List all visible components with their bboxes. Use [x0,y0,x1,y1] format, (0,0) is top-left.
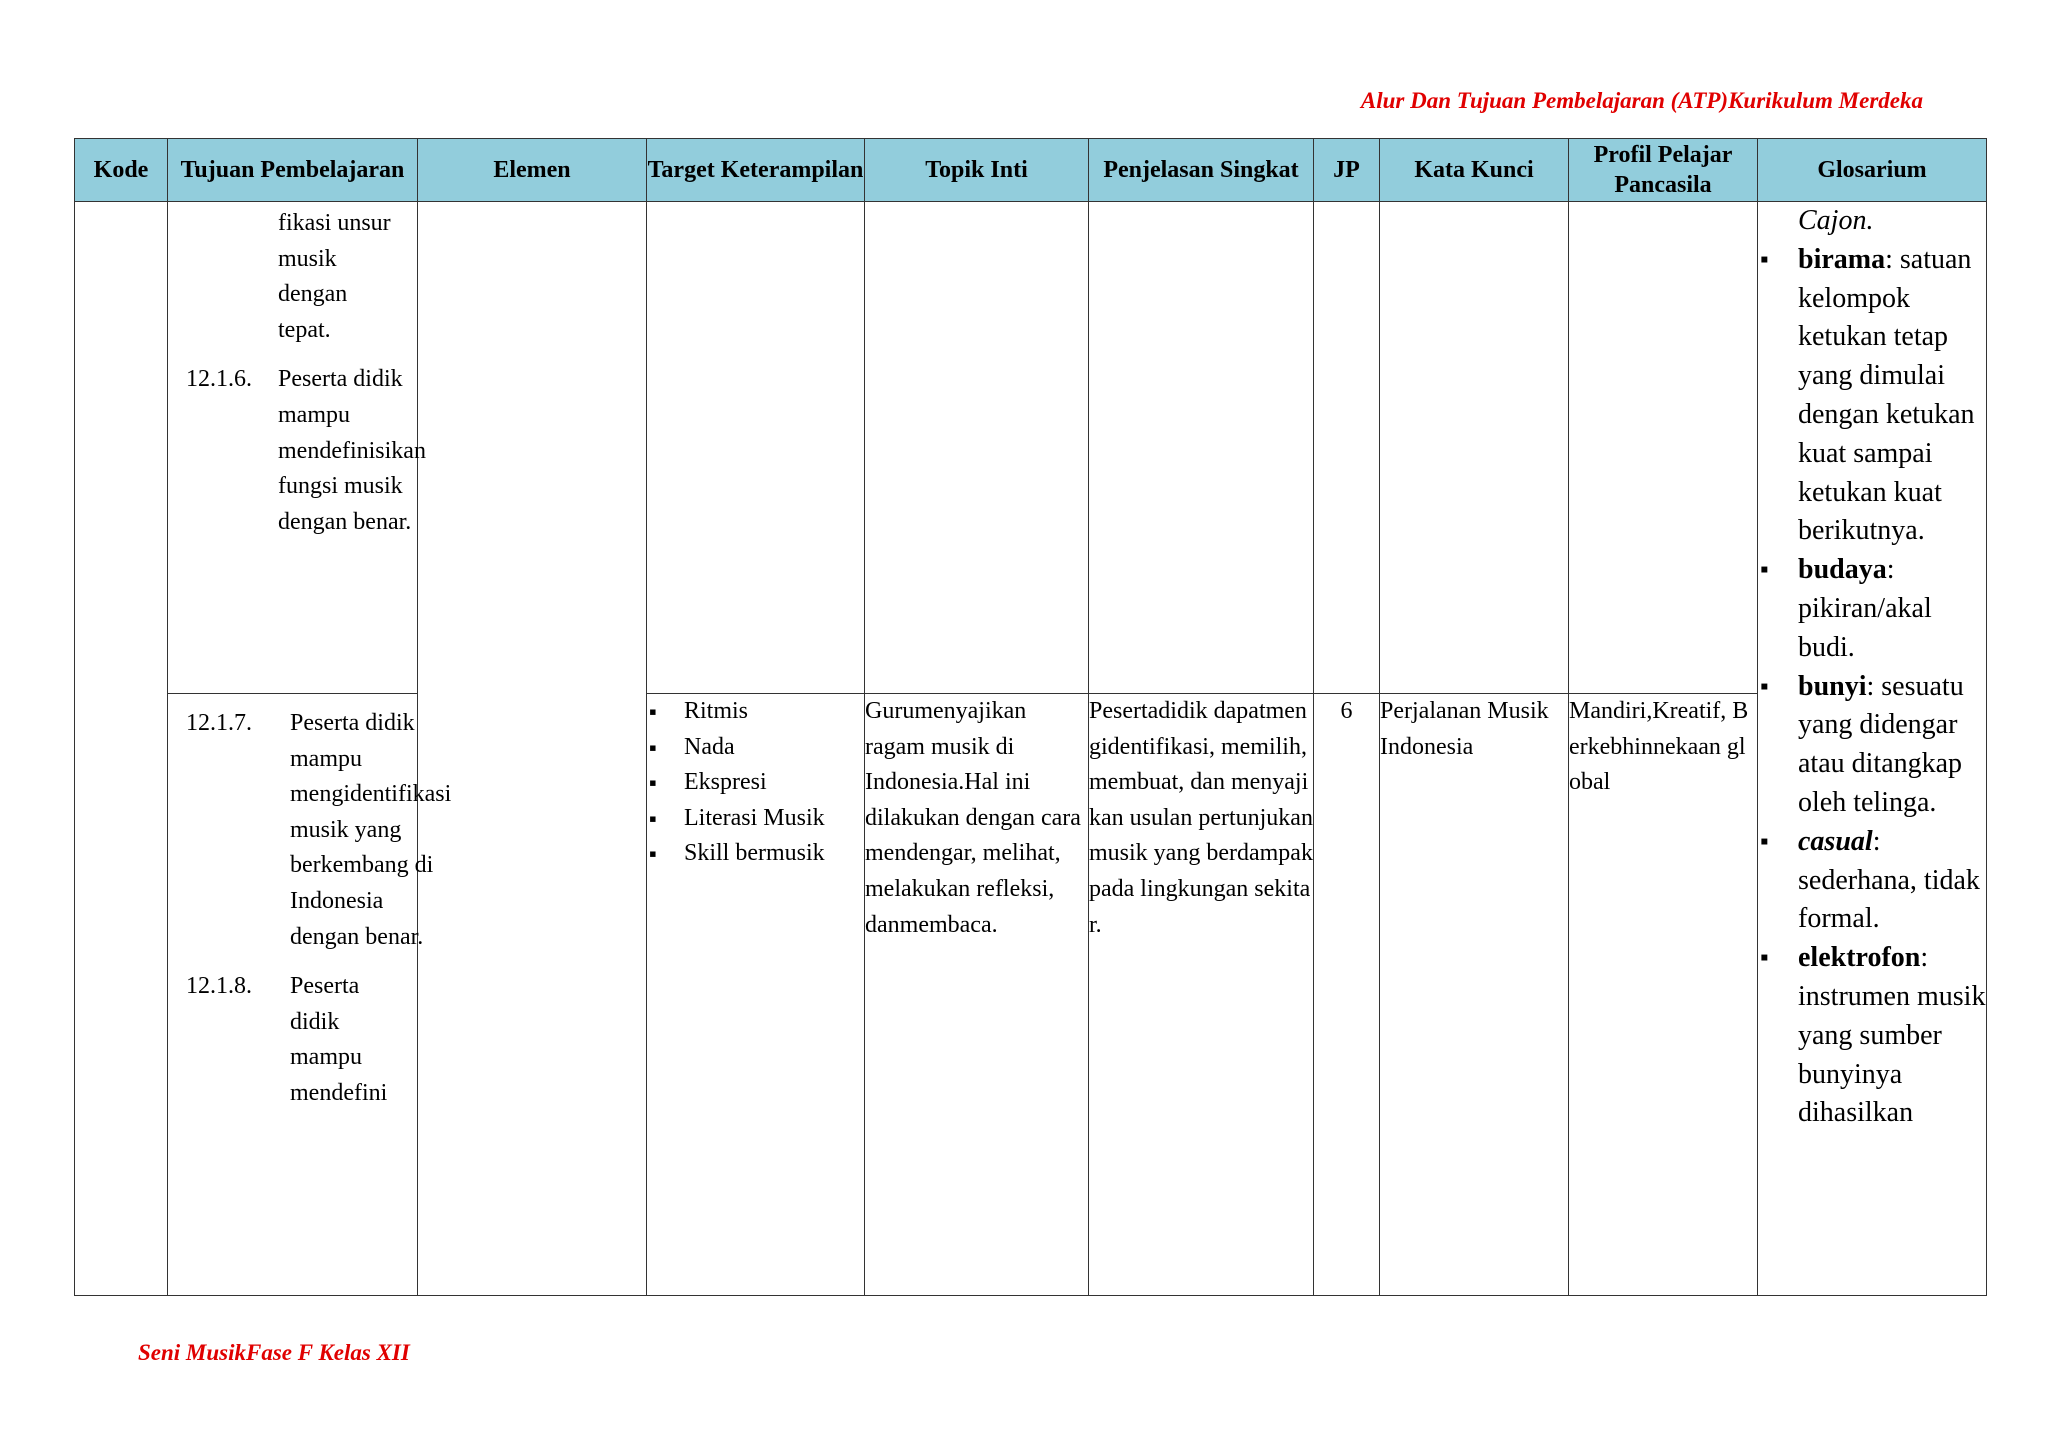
target-item: ▪ Skill bermusik [647,836,864,872]
glosarium-definition: sesuatu yang didengar atau ditangkap oleh telinga. [1798,670,1964,818]
tujuan-item [186,362,426,540]
jp-cell: 6 [1314,694,1380,1296]
target-cell-empty [647,202,865,694]
tujuan-number: 12.1.6. [186,366,252,393]
glosarium-definition: sederhana, tidak formal. [1798,864,1980,935]
tujuan-text: Peserta didik mampu mendefinisikan fungsi musik dengan benar. [278,366,426,535]
penjelasan-cell: Pesertadidik dapatmengidentifikasi, memilih, membuat, dan menyajikan usulan pertunjukanmusik yang berdampak pada lingkungan sekitar. [1089,694,1314,1296]
tujuan-continuation: fikasi unsur musik dengan tepat. [278,210,391,343]
glosarium-term: bunyi [1798,670,1867,702]
target-list [647,694,864,872]
profil-cell: Mandiri,Kreatif, Berkebhinnekaan global [1569,694,1758,1296]
topik-cell: Gurumenyajikan ragam musik di Indonesia.Hal ini dilakukan dengan cara mendengar, melihat, melakukan refleksi, danmembaca. [865,694,1089,1296]
glosarium-term: birama [1798,243,1886,275]
tujuan-item [186,969,405,1111]
column-header-penjelasan: Penjelasan Singkat [1089,139,1314,202]
column-header-kata-kunci: Kata Kunci [1380,139,1569,202]
glosarium-term: elektrofon [1798,942,1921,974]
tujuan-item [186,706,452,955]
glosarium-lead: Cajon. [1798,205,1874,236]
table-row [75,202,1987,694]
document-header-title: Alur Dan Tujuan Pembelajaran (ATP)Kurikulum Merdeka [1360,88,1923,113]
glosarium-cell [1758,202,1987,1296]
column-header-tujuan: Tujuan Pembelajaran [168,139,418,202]
tujuan-text: Peserta didik mampu mengidentifikasi musik yang berkembang di Indonesia dengan benar. [290,710,452,950]
table-header-row [75,139,1987,202]
tujuan-number: 12.1.8. [186,973,252,1000]
glosarium-list [1758,241,1986,1133]
column-header-glosarium: Glosarium [1758,139,1987,202]
tujuan-cell [168,694,452,1296]
topik-cell-empty [865,202,1089,694]
column-header-jp: JP [1314,139,1380,202]
column-header-profil: Profil Pelajar Pancasila [1569,139,1758,202]
glosarium-item: ▪ budaya: pikiran/akal budi. [1758,551,1986,667]
jp-cell-empty [1314,202,1380,694]
glosarium-term: casual [1798,825,1873,857]
tujuan-number: 12.1.7. [186,710,252,736]
penjelasan-cell-empty [1089,202,1314,694]
target-cell [647,694,865,1296]
kata-kunci-cell: Perjalanan Musik Indonesia [1380,694,1569,1296]
glosarium-item: ▪ bunyi: sesuatu yang didengar atau ditangkap oleh telinga. [1758,668,1986,823]
kata-kunci-cell-empty [1380,202,1569,694]
glosarium-item: ▪ casual: sederhana, tidak formal. [1758,823,1986,939]
kode-cell [75,202,168,1296]
column-header-kode: Kode [75,139,168,202]
table-row [75,694,1987,1296]
glosarium-item: ▪ birama: satuan kelompok ketukan tetap yang dimulai dengan ketukan kuat sampai ketukan kuat berikutnya. [1758,241,1986,551]
atp-table [74,138,1987,1296]
target-item: ▪ Literasi Musik [647,801,864,837]
glosarium-definition: satuan kelompok ketukan tetap yang dimulai dengan ketukan kuat sampai ketukan kuat berikutnya. [1798,243,1975,547]
glosarium-term: budaya [1798,554,1887,586]
elemen-cell [418,202,647,1296]
target-item: ▪ Nada [647,730,864,766]
column-header-target: Target Keterampilan [647,139,865,202]
column-header-elemen: Elemen [418,139,647,202]
column-header-topik: Topik Inti [865,139,1089,202]
document-footer-title: Seni MusikFase F Kelas XII [138,1340,410,1365]
target-item: ▪ Ritmis [647,694,864,730]
glosarium-definition: pikiran/akal budi. [1798,592,1932,663]
target-item: ▪ Ekspresi [647,765,864,801]
glosarium-item: ▪ elektrofon: instrumen musik yang sumber bunyinya dihasilkan [1758,939,1986,1133]
tujuan-text: Peserta didik mampu mendefini [290,973,388,1106]
glosarium-definition: instrumen musik yang sumber bunyinya dihasilkan [1798,980,1986,1129]
profil-cell-empty [1569,202,1758,694]
tujuan-cell [168,202,426,694]
